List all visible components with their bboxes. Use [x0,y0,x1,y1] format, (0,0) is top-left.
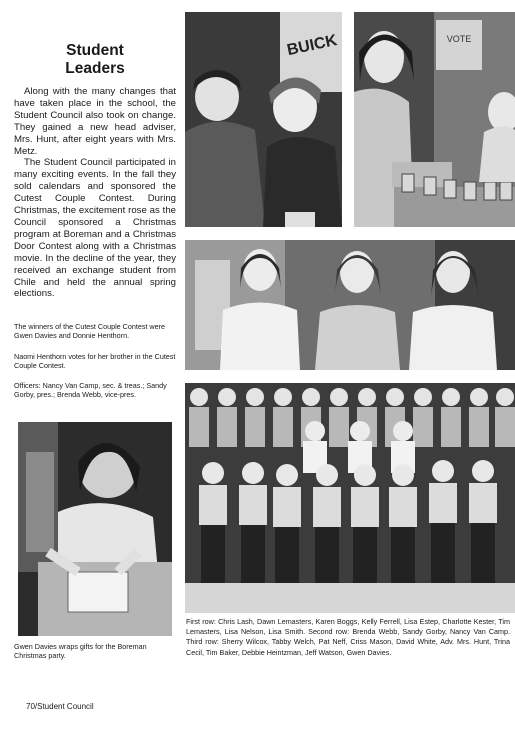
article-body [14,86,176,300]
naomi-voting-photo [354,12,515,227]
officers-caption: Officers: Nancy Van Camp, sec. & treas.; Sandy Gorby, pres.; Brenda Webb, vice-pres. [14,381,167,400]
title-line-2: Leaders [65,60,125,77]
body-paragraph-1: Along with the many changes that have taken place in the school, the Student Council also took on change. They gained a new head adviser, Mrs. Hunt, after eight years with Mrs. Metz. [14,86,176,157]
title-line-1: Student [66,42,124,59]
gwen-wrapping-photo [18,422,172,636]
cutest-couple-caption: The winners of the Cutest Couple Contest were Gwen Davies and Donnie Henthorn. [14,322,166,341]
buick-sign-text: BUICK [285,32,339,60]
page-footer: 70/Student Council [26,702,94,711]
naomi-caption: Naomi Henthorn votes for her brother in the Cutest Couple Contest. [14,352,176,371]
cutest-couple-photo [185,12,342,227]
group-photo [185,383,515,613]
page-title [20,42,170,78]
group-caption: First row: Chris Lash, Dawn Lemasters, Karen Boggs, Kelly Ferrell, Lisa Estep, Charlotte Kester, Tim Lemasters, Lisa Nelson, Lisa Smith. Second row: Brenda Webb, Sandy Gorby, Nancy Van Camp. Third row: Sherry Wilcox, Tabby Welch, Pat Neff, Criss Mason, David White, Adv. Mrs. Hunt, Trina Cecil, Tim Baker, Debbie Heintzman, Jeff Watson, Gwen Davies. [186,617,510,657]
vote-sign-text: VOTE [446,34,472,44]
officers-photo [185,240,515,370]
gwen-caption: Gwen Davies wraps gifts for the Boreman Christmas party. [14,642,147,661]
body-paragraph-2: The Student Council participated in many exciting events. In the fall they sold calendars and sponsored the Cutest Couple Contest. During Christmas, the excitement rose as the Council sponsored a Christmas program at Boreman and a Christmas Door Contest along with a Christmas movie. In the decline of the year, they received an exchange student from Chile and held the annual spring elections. [14,157,176,300]
